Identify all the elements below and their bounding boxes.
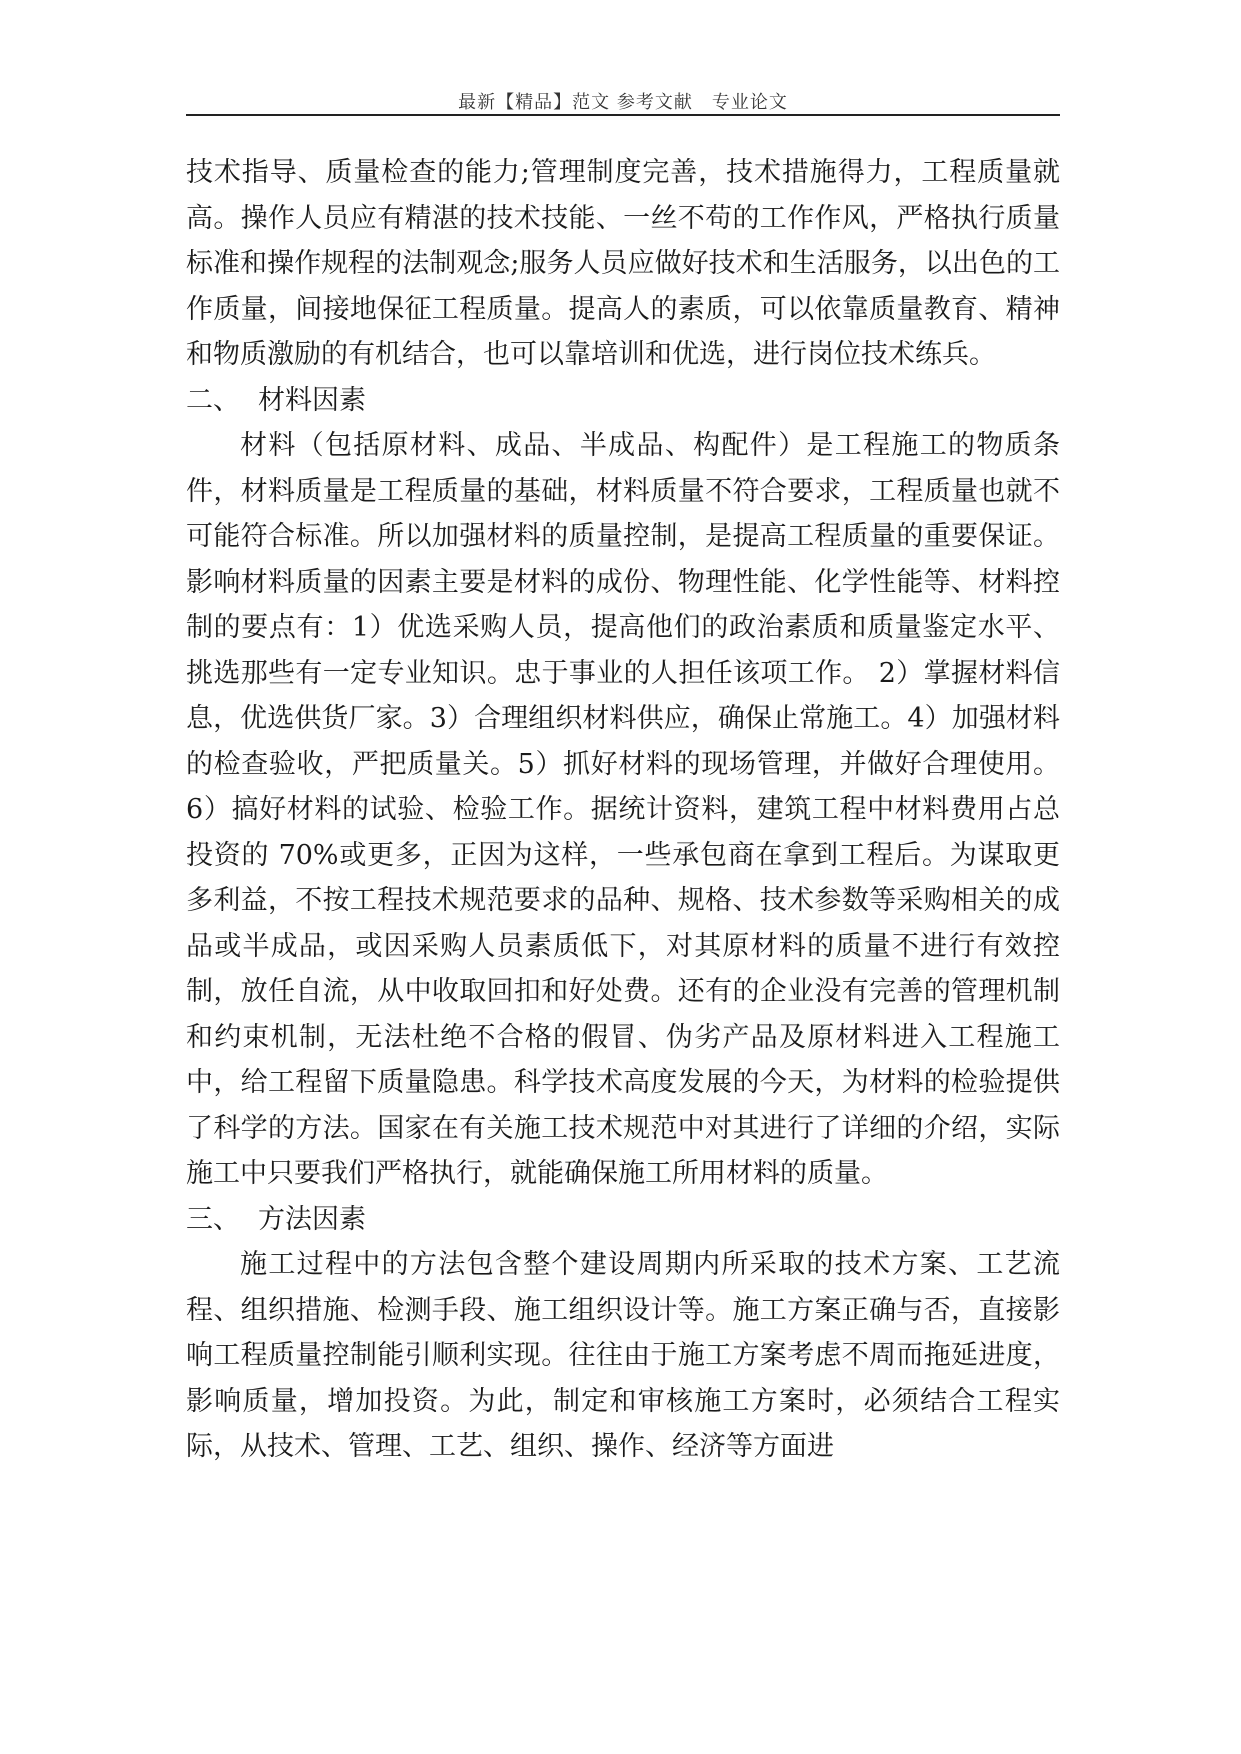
header-divider bbox=[186, 114, 1060, 116]
section-number: 三、 bbox=[186, 1203, 240, 1235]
section-title: 材料因素 bbox=[258, 384, 366, 416]
document-body bbox=[186, 150, 1060, 1470]
section-number: 二、 bbox=[186, 384, 240, 416]
section-heading-methods bbox=[186, 1197, 1060, 1243]
page-header: 最新【精品】范文 参考文献 专业论文 bbox=[458, 92, 788, 113]
paragraph-personnel-continued: 技术指导、质量检查的能力;管理制度完善，技术措施得力，工程质量就高。操作人员应有精湛的技术技能、一丝不苟的工作作风，严格执行质量标准和操作规程的法制观念;服务人员应做好技术和生活服务，以出色的工作质量，间接地保征工程质量。提高人的素质，可以依靠质量教育、精神和物质激励的有机结合，也可以靠培训和优选，进行岗位技术练兵。 bbox=[186, 157, 1060, 370]
paragraph-methods: 施工过程中的方法包含整个建设周期内所采取的技术方案、工艺流程、组织措施、检测手段、施工组织设计等。施工方案正确与否，直接影响工程质量控制能引顺利实现。往往由于施工方案考虑不周而拖延进度，影响质量，增加投资。为此，制定和审核施工方案时，必须结合工程实际，从技术、管理、工艺、组织、操作、经济等方面进 bbox=[186, 1249, 1060, 1462]
paragraph-materials: 材料（包括原材料、成品、半成品、构配件）是工程施工的物质条件，材料质量是工程质量的基础，材料质量不符合要求，工程质量也就不可能符合标准。所以加强材料的质量控制，是提高工程质量的重要保证。影响材料质量的因素主要是材料的成份、物理性能、化学性能等、材料控制的要点有：1）优选采购人员，提高他们的政治素质和质量鉴定水平、挑选那些有一定专业知识。忠于事业的人担任该项工作。 2）掌握材料信息，优选供货厂家。3）合理组织材料供应，确保止常施工。4）加强材料的检查验收，严把质量关。5）抓好材料的现场管理，并做好合理使用。6）搞好材料的试验、检验工作。据统计资料，建筑工程中材料费用占总投资的 70%或更多，正因为这样，一些承包商在拿到工程后。为谋取更多利益，不按工程技术规范要求的品种、规格、技术参数等采购相关的成品或半成品，或因采购人员素质低下，对其原材料的质量不进行有效控制，放任自流，从中收取回扣和好处费。还有的企业没有完善的管理机制和约束机制，无法杜绝不合格的假冒、伪劣产品及原材料进入工程施工中，给工程留下质量隐患。科学技术高度发展的今天，为材料的检验提供了科学的方法。国家在有关施工技术规范中对其进行了详细的介绍，实际施工中只要我们严格执行，就能确保施工所用材料的质量。 bbox=[186, 430, 1060, 1189]
section-title: 方法因素 bbox=[258, 1203, 366, 1235]
section-heading-materials bbox=[186, 378, 1060, 424]
